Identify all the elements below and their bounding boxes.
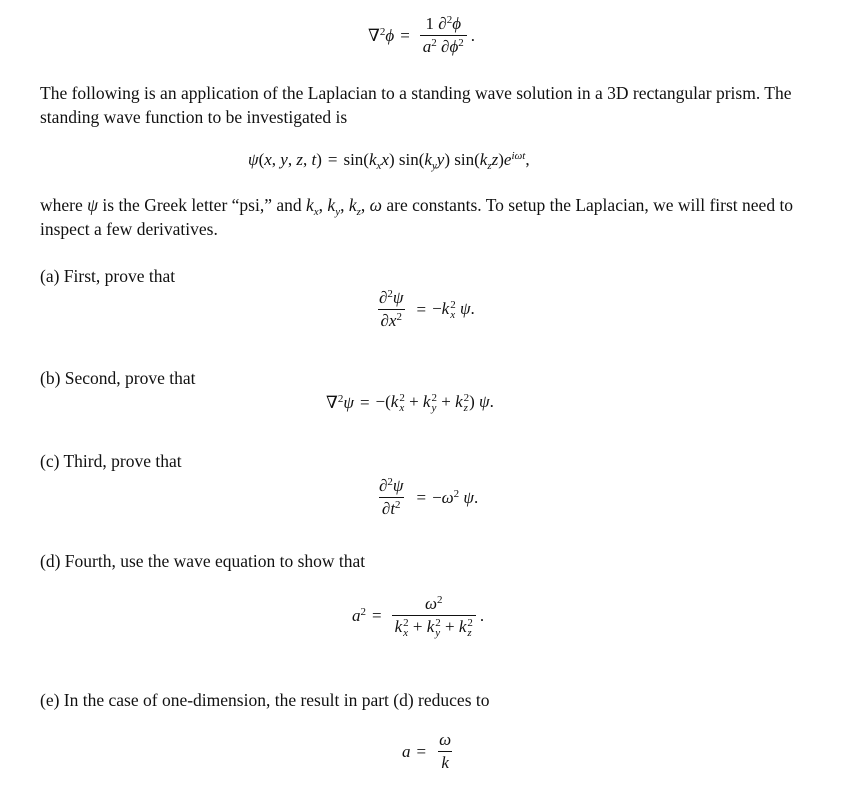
where-paragraph: where ψ is the Greek letter “psi,” and $k_x$, $k_y$, $k_z$, ω are constants. To setup the Laplacian, we will first need to inspect a few derivatives.: [40, 195, 794, 239]
equation-part-a: $\frac{\partial^2\psi}{\partial x^2}$ = −k 2 x ψ.: [379, 288, 475, 330]
part-d-label: (d) Fourth, use the wave equation to show that: [40, 551, 366, 571]
intro-paragraph: The following is an application of the Laplacian to a standing wave solution in a 3D rectangular prism. The standing wave function to be investigated is: [40, 83, 792, 127]
part-a-label: (a) First, prove that: [40, 266, 176, 286]
equation-laplacian-phi: ∇$^2$ϕ = $\frac{1 \partial^2\phi}{a^2 \partial\phi^2}$ .: [368, 14, 475, 56]
part-e-label: (e) In the case of one-dimension, the result in part (d) reduces to: [40, 690, 490, 710]
equation-part-d: $a^2$ = $\omega^2$ k 2 x + k 2 y + k 2 z .: [352, 594, 485, 640]
equation-part-b: ∇$^2$ψ = −(k 2 x + k 2 y + k 2 z ) ψ.: [326, 392, 494, 415]
part-b-label: (b) Second, prove that: [40, 368, 196, 388]
equation-part-c: $\frac{\partial^2\psi}{\partial t^2}$ = $-\omega^2$ ψ.: [379, 476, 479, 518]
part-c-label: (c) Third, prove that: [40, 451, 182, 471]
equation-part-e: a = $\frac{\omega}{k}$: [402, 730, 452, 772]
equation-psi-definition: ψ(x, y, z, t) = $\sin(k_xx)$ $\sin(k_yy)$ $\sin(k_zz)e^{i\omega t}$,: [248, 150, 530, 172]
